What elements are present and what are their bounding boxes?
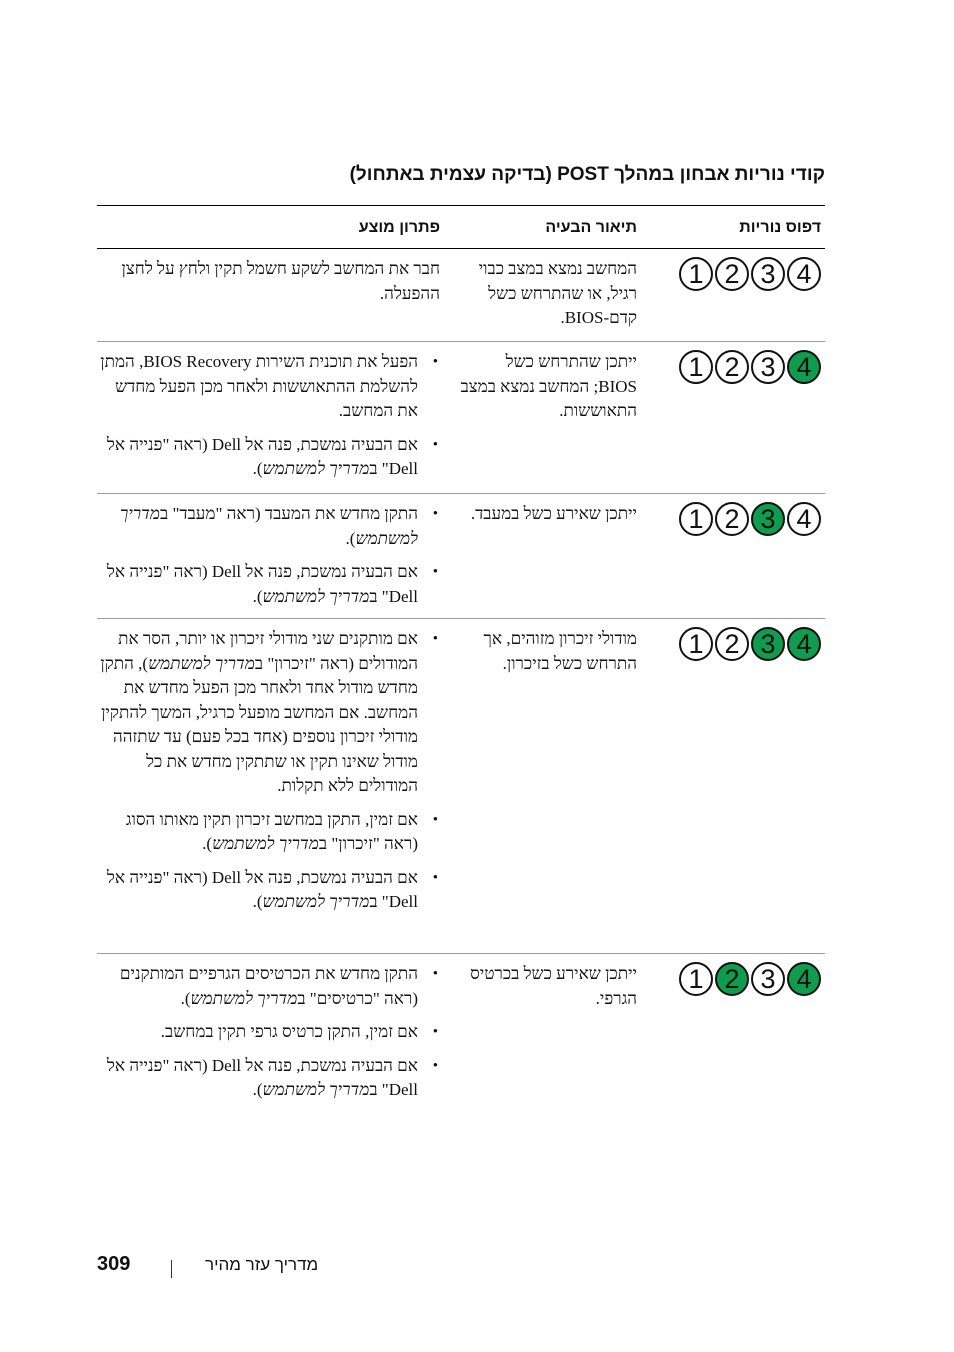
fix-item	[97, 1020, 440, 1045]
light-2-icon: 2	[715, 257, 749, 291]
light-pattern	[657, 502, 821, 536]
light-3-icon: 3	[751, 962, 785, 996]
header-fix: פתרון מוצע	[358, 219, 440, 236]
footer-divider	[171, 1260, 172, 1278]
table-row	[97, 494, 825, 619]
page-number: 309	[97, 1253, 131, 1275]
light-3-icon: 3	[751, 627, 785, 661]
fix-item	[97, 962, 440, 1011]
fix-item	[97, 1054, 440, 1103]
problem-description: המחשב נמצא במצב כבוי רגיל, או שהתרחש כשל קדם-BIOS.	[478, 259, 637, 327]
table-header-row	[97, 206, 825, 249]
suggested-fix	[97, 962, 440, 1112]
suggested-fix	[97, 502, 440, 618]
light-1-icon: 1	[679, 350, 713, 384]
bullet-icon: •	[432, 436, 438, 453]
table-row	[97, 249, 825, 342]
header-lights: דפוס נוריות	[739, 219, 821, 236]
fix-item	[97, 502, 440, 551]
fix-item-text: אם מותקנים שני מודולי זיכרון או יותר, הסר את המודולים (ראה "זיכרון" במדריך למשתמש), התקן מחדש מודול אחד ולאחר מכן הפעל מחדש את המחשב. אם המחשב מופעל כרגיל, המשך להתקין מודולי זיכרון נוספים (אחד בכל פעם) עד שתזהה מודול שאינו תקין או שתתקין מחדש את כל המודולים ללא תקלות.	[100, 629, 418, 795]
fix-item	[97, 627, 440, 799]
fix-item-text: חבר את המחשב לשקע חשמל תקין ולחץ על לחצן ההפעלה.	[121, 259, 440, 303]
problem-description: מודולי זיכרון מזוהים, אך התרחש כשל בזיכרון.	[483, 629, 637, 673]
fix-item	[97, 808, 440, 857]
bullet-icon: •	[432, 966, 438, 982]
section-title: קודי נוריות אבחון במהלך POST (בדיקה עצמית באתחול)	[349, 164, 825, 185]
suggested-fix	[97, 257, 440, 315]
fix-item-text: אם הבעיה נמשכת, פנה אל Dell (ראה "פנייה אל Dell" במדריך למשתמש).	[106, 867, 418, 911]
light-1-icon: 1	[679, 962, 713, 996]
table-row	[97, 342, 825, 494]
fix-item	[97, 866, 440, 915]
light-3-icon: 3	[751, 350, 785, 384]
light-pattern	[657, 962, 821, 996]
table-row	[97, 954, 825, 1119]
light-3-icon: 3	[751, 257, 785, 291]
fix-item	[97, 257, 440, 306]
problem-description: ייתכן שהתרחש כשל BIOS; המחשב נמצא במצב התאוששות.	[460, 352, 637, 420]
fix-item-text: אם הבעיה נמשכת, פנה אל Dell (ראה "פנייה אל Dell" במדריך למשתמש).	[106, 562, 418, 606]
light-4-icon: 4	[787, 502, 821, 536]
header-description: תיאור הבעיה	[545, 219, 637, 236]
light-1-icon: 1	[679, 257, 713, 291]
footer-title: מדריך עזר מהיר	[205, 1255, 319, 1274]
fix-item-text: הפעל את תוכנית השירות BIOS Recovery, המתן להשלמת ההתאוששות ולאחר מכן הפעל מחדש את המחשב.	[100, 352, 418, 420]
fix-item-text: התקן מחדש את המעבד (ראה "מעבד" במדריך למשתמש).	[120, 504, 418, 548]
bullet-icon: •	[432, 506, 438, 522]
bullet-icon: •	[432, 1057, 438, 1074]
bullet-icon: •	[432, 1024, 438, 1040]
light-4-icon: 4	[787, 257, 821, 291]
light-4-icon: 4	[787, 350, 821, 384]
fix-item-text: אם זמין, התקן כרטיס גרפי תקין במחשב.	[160, 1022, 418, 1041]
problem-description: ייתכן שאירע כשל בכרטיס הגרפי.	[470, 964, 637, 1008]
light-4-icon: 4	[787, 962, 821, 996]
fix-item	[97, 433, 440, 482]
bullet-icon: •	[432, 354, 438, 370]
suggested-fix	[97, 627, 440, 924]
light-2-icon: 2	[715, 350, 749, 384]
light-1-icon: 1	[679, 627, 713, 661]
light-2-icon: 2	[715, 627, 749, 661]
light-3-icon: 3	[751, 502, 785, 536]
light-pattern	[657, 627, 821, 661]
fix-item-text: התקן מחדש את הכרטיסים הגרפיים המותקנים (ראה "כרטיסים" במדריך למשתמש).	[119, 964, 418, 1008]
bullet-icon: •	[432, 631, 438, 647]
light-2-icon: 2	[715, 502, 749, 536]
bullet-icon: •	[432, 869, 438, 886]
light-pattern	[657, 350, 821, 384]
bullet-icon: •	[432, 811, 438, 828]
fix-item-text: אם הבעיה נמשכת, פנה אל Dell (ראה "פנייה אל Dell" במדריך למשתמש).	[106, 1055, 418, 1099]
light-2-icon: 2	[715, 962, 749, 996]
fix-item-text: אם זמין, התקן במחשב זיכרון תקין מאותו הסוג (ראה "זיכרון" במדריך למשתמש).	[125, 809, 418, 853]
table-row	[97, 619, 825, 954]
fix-item-text: אם הבעיה נמשכת, פנה אל Dell (ראה "פנייה אל Dell" במדריך למשתמש).	[106, 434, 418, 478]
light-1-icon: 1	[679, 502, 713, 536]
diagnostic-lights-table	[97, 205, 825, 1119]
fix-item	[97, 560, 440, 609]
suggested-fix	[97, 350, 440, 491]
problem-description: ייתכן שאירע כשל במעבד.	[470, 504, 637, 523]
light-pattern	[657, 257, 821, 291]
bullet-icon: •	[432, 564, 438, 580]
fix-item	[97, 350, 440, 424]
light-4-icon: 4	[787, 627, 821, 661]
